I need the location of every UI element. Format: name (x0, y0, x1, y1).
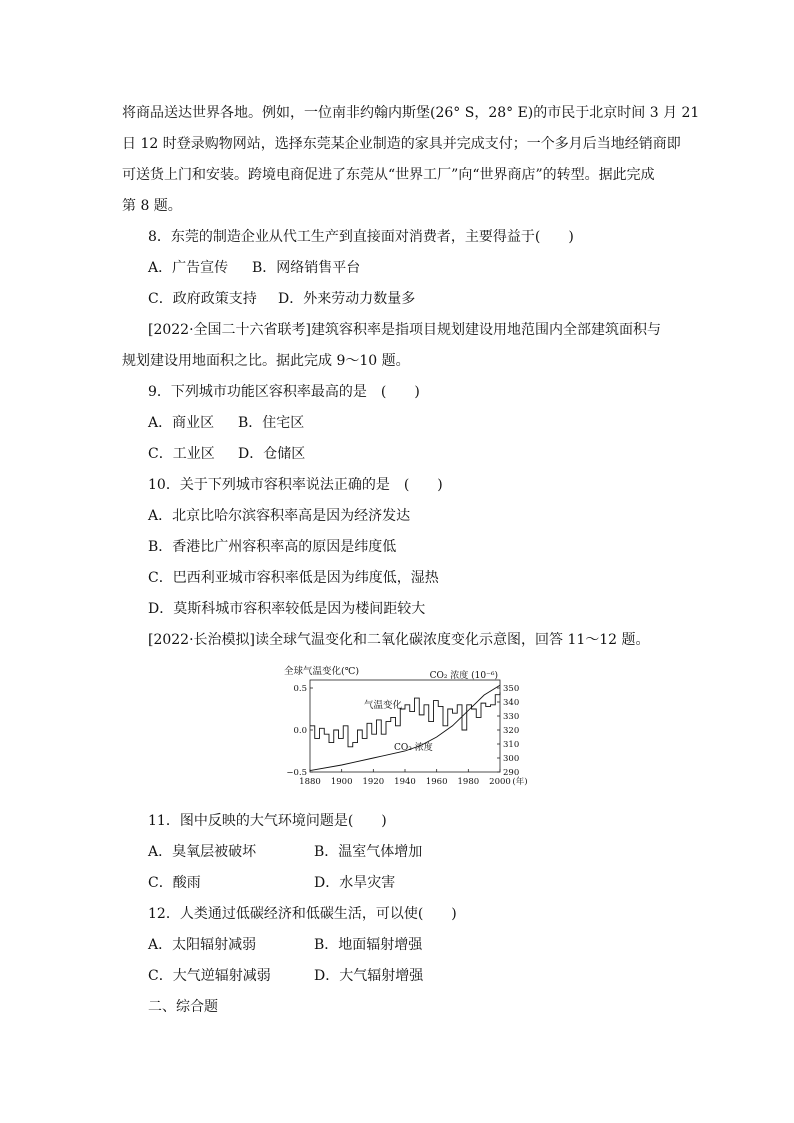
passage2-line-2: 规划建设用地面积之比。据此完成 9～10 题。 (122, 353, 410, 369)
y-right-tick-label: 300 (503, 754, 520, 764)
q10-stem: 10．关于下列城市容积率说法正确的是 ( ) (148, 477, 443, 493)
q12-option-d: D．大气辐射增强 (314, 968, 424, 984)
q11-stem: 11．图中反映的大气环境问题是( ) (148, 813, 387, 829)
intro-line-1: 将商品送达世界各地。例如，一位南非约翰内斯堡(26° S，28° E)的市民于北京时间 3 月 21 (122, 105, 700, 121)
x-axis-unit: (年) (512, 777, 528, 787)
q8-options-row-1 (148, 258, 360, 278)
q12-option-a: A．太阳辐射减弱 (148, 937, 257, 953)
annotation-temperature: 气温变化 (364, 700, 403, 711)
q9-options-row-2 (148, 444, 305, 464)
q10-option-c: C．巴西利亚城市容积率低是因为纬度低，湿热 (148, 570, 439, 586)
q8-option-d: D．外来劳动力数量多 (278, 291, 416, 307)
q11-option-c: C．酸雨 (148, 875, 201, 891)
passage3-line-1: [2022·长治模拟]读全球气温变化和二氧化碳浓度变化示意图，回答 11～12 题。 (148, 632, 650, 648)
q10-option-b: B．香港比广州容积率高的原因是纬度低 (148, 539, 397, 555)
q10-option-d: D．莫斯科城市容积率较低是因为楼间距较大 (148, 601, 426, 617)
plot-frame (310, 680, 500, 772)
y-left-tick-label: 0.5 (293, 684, 307, 694)
y-right-tick-label: 350 (503, 684, 520, 694)
q12-stem: 12．人类通过低碳经济和低碳生活，可以使( ) (148, 906, 457, 922)
y-right-tick-label: 340 (503, 698, 520, 708)
x-tick-label: 1900 (330, 777, 353, 787)
q12-options-row-1 (148, 935, 422, 955)
q8-option-b: B．网络销售平台 (252, 260, 361, 276)
q11-option-d: D．水旱灾害 (314, 875, 396, 891)
y-right-tick-label: 330 (503, 712, 520, 722)
temperature-co2-chart (282, 660, 544, 800)
section2-title: 二、综合题 (148, 999, 218, 1015)
q9-option-a: A．商业区 (148, 415, 215, 431)
y-right-tick-label: 290 (503, 768, 520, 778)
q12-option-b: B．地面辐射增强 (314, 937, 423, 953)
y-left-axis-label: 全球气温变化(℃) (284, 666, 360, 677)
q12-options-row-2 (148, 966, 423, 986)
q11-option-b: B．温室气体增加 (314, 844, 423, 860)
intro-line-3: 可送货上门和安装。跨境电商促进了东莞从“世界工厂”向“世界商店”的转型。据此完成 (122, 167, 655, 183)
q8-options-row-2 (148, 289, 415, 309)
y-right-tick-label: 310 (503, 740, 520, 750)
y-right-tick-label: 320 (503, 726, 520, 736)
x-tick-label: 1920 (362, 777, 385, 787)
q9-option-b: B．住宅区 (238, 415, 305, 431)
annotation-co2: CO₂ 浓度 (394, 743, 433, 753)
q12-option-c: C．大气逆辐射减弱 (148, 968, 271, 984)
q9-stem: 9．下列城市功能区容积率最高的是 ( ) (148, 384, 420, 400)
co2-series-line (310, 685, 500, 770)
q9-options-row-1 (148, 413, 304, 433)
q8-stem: 8．东莞的制造企业从代工生产到直接面对消费者，主要得益于( ) (148, 229, 574, 245)
passage2-line-1: [2022·全国二十六省联考]建筑容积率是指项目规划建设用地范围内全部建筑面积与 (148, 322, 662, 338)
x-tick-label: 1880 (299, 777, 321, 787)
q11-options-row-2 (148, 873, 395, 893)
temperature-series-line (310, 692, 500, 747)
x-tick-label: 1960 (425, 777, 448, 787)
q11-option-a: A．臭氧层被破坏 (148, 844, 257, 860)
q9-option-c: C．工业区 (148, 446, 215, 462)
y-right-axis-label: CO₂ 浓度 (10⁻⁶) (429, 671, 498, 681)
intro-line-4: 第 8 题。 (122, 198, 182, 214)
q11-options-row-1 (148, 842, 422, 862)
y-left-tick-label: 0.0 (293, 726, 307, 736)
q8-option-a: A．广告宣传 (148, 260, 229, 276)
q10-option-a: A．北京比哈尔滨容积率高是因为经济发达 (148, 508, 411, 524)
x-tick-label: 2000 (489, 777, 511, 787)
q9-option-d: D．仓储区 (238, 446, 306, 462)
q8-option-c: C．政府政策支持 (148, 291, 257, 307)
x-tick-label: 1980 (457, 777, 480, 787)
x-tick-label: 1940 (394, 777, 416, 787)
intro-line-2: 日 12 时登录购物网站，选择东莞某企业制造的家具并完成支付；一个多月后当地经销商即 (122, 136, 681, 152)
y-left-tick-label: −0.5 (286, 768, 307, 778)
